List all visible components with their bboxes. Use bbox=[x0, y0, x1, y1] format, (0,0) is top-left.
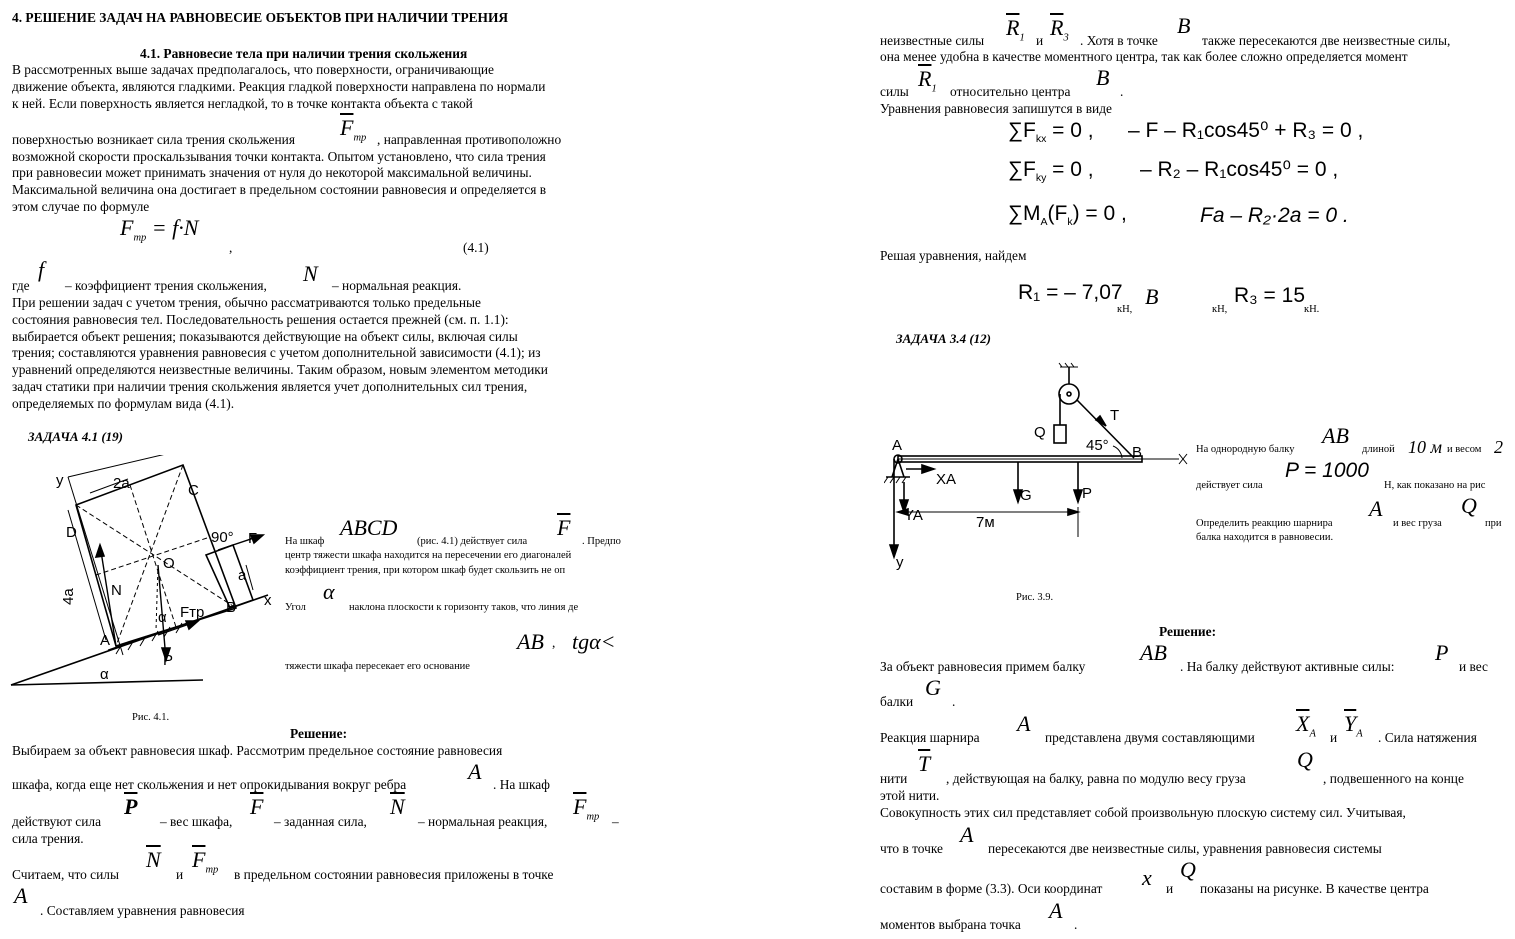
text-line: – bbox=[612, 814, 619, 829]
figure-caption: Рис. 3.9. bbox=[1016, 592, 1054, 603]
friction-formula: $F_{тр} = f\cdot N$ bbox=[120, 215, 199, 244]
result-r1: R₁ = – 7,07 bbox=[1018, 281, 1123, 304]
abcd-symbol: ABCD bbox=[340, 515, 398, 540]
text-line: . bbox=[1074, 917, 1078, 932]
text-line: нити bbox=[880, 771, 908, 786]
fig-label: B bbox=[226, 599, 237, 616]
task-text: На шкаф bbox=[285, 536, 325, 547]
fig-label: 7м bbox=[976, 514, 995, 531]
task-text: коэффициент трения, при котором шкаф будет скользить не оп bbox=[285, 565, 566, 576]
text-line: также пересекаются две неизвестные силы, bbox=[1202, 33, 1451, 48]
a-symbol: A bbox=[14, 883, 28, 908]
text-line: , подвешенного на конце bbox=[1323, 771, 1464, 786]
text-line: движение объекта, являются гладкими. Реакция гладкой поверхности направлена по нормали bbox=[12, 79, 546, 94]
result-b: B bbox=[1145, 284, 1159, 309]
text-line: и bbox=[176, 867, 184, 882]
f-symbol: f bbox=[38, 257, 45, 282]
text-line: этой нити. bbox=[880, 788, 940, 803]
f-vector-symbol: $\overline{F}$ bbox=[250, 794, 264, 819]
a-symbol: A bbox=[1049, 898, 1063, 923]
task-text: Определить реакцию шарнира bbox=[1196, 518, 1333, 529]
solution-heading: Решение: bbox=[290, 726, 348, 741]
n-symbol: N bbox=[303, 261, 318, 286]
text-line: моментов выбрана точка bbox=[880, 917, 1021, 932]
text-line: и bbox=[1330, 730, 1338, 745]
task-text: действует сила bbox=[1196, 480, 1263, 491]
fig-label: y bbox=[56, 472, 64, 489]
formula-number: (4.1) bbox=[463, 240, 489, 255]
a-symbol: A bbox=[960, 822, 974, 847]
text-line: – коэффициент трения скольжения, bbox=[65, 278, 267, 293]
fig-label: 45° bbox=[1086, 437, 1109, 454]
task-title: ЗАДАЧА 4.1 (19) bbox=[28, 429, 124, 444]
text-line: При решении задач с учетом трения, обычно рассматриваются только предельные bbox=[12, 295, 481, 310]
text-line: составим в форме (3.3). Оси координат bbox=[880, 881, 1103, 896]
ab-symbol: AB bbox=[1140, 640, 1167, 665]
task-text: балка находится в равновесии. bbox=[1196, 532, 1334, 543]
g-symbol: G bbox=[925, 675, 941, 700]
alpha-symbol: α bbox=[323, 579, 335, 604]
fig-label: y bbox=[896, 554, 904, 571]
ya-symbol: $\overline{Y}_A$ bbox=[1344, 711, 1363, 740]
fig-label: O bbox=[163, 555, 175, 572]
length-value: 10 м bbox=[1408, 437, 1442, 457]
text-line: – нормальная реакция, bbox=[418, 814, 548, 829]
x-symbol: x bbox=[1142, 865, 1152, 890]
task-text: . Предпо bbox=[582, 536, 621, 547]
a-symbol: A bbox=[1017, 711, 1031, 736]
text-line: балки bbox=[880, 694, 914, 709]
ab-symbol: AB bbox=[517, 629, 544, 654]
fig-label: F bbox=[248, 530, 258, 547]
text-line: – нормальная реакция. bbox=[332, 278, 462, 293]
text-line: сила трения. bbox=[12, 831, 84, 846]
text-line: . На шкаф bbox=[493, 777, 550, 792]
fig-label: Q bbox=[1034, 424, 1046, 441]
text-line: . bbox=[1120, 84, 1124, 99]
text-line: . Составляем уравнения равновесия bbox=[40, 903, 245, 918]
text-line: Выбираем за объект равновесия шкаф. Рассмотрим предельное состояние равновесия bbox=[12, 743, 503, 758]
text-line: . Хотя в точке bbox=[1080, 33, 1158, 48]
weight-value: 2 bbox=[1494, 437, 1503, 457]
text-line: , направленная противоположно bbox=[377, 132, 562, 147]
text-line: В рассмотренных выше задачах предполагалось, что поверхности, ограничивающие bbox=[12, 62, 494, 77]
task-text: и весом bbox=[1447, 444, 1482, 455]
text-line: , действующая на балку, равна по модулю весу груза bbox=[946, 771, 1246, 786]
fig-label: G bbox=[1020, 487, 1032, 504]
text-line: выбирается объект решения; показываются действующие на объект силы, включая силы bbox=[12, 329, 518, 344]
fig-label: x bbox=[264, 592, 272, 609]
unit: кН. bbox=[1304, 304, 1320, 315]
friction-force-symbol: $\overline{F}_{тр}$ bbox=[192, 847, 219, 876]
fig-label: 4a bbox=[60, 588, 77, 605]
text-line: . bbox=[952, 694, 956, 709]
text-line: и bbox=[1166, 881, 1174, 896]
r1-symbol: $\overline{R}_1$ bbox=[918, 66, 937, 95]
text-line: возможной скорости проскальзывания точки контакта. Опытом установлено, что сила трения bbox=[12, 149, 546, 164]
friction-force-symbol: $\overline{F}_{тр}$ bbox=[573, 794, 600, 823]
text-line: трения; составляются уравнения равновесия с учетом дополнительной зависимости (4.1); из bbox=[12, 345, 541, 360]
task-title: ЗАДАЧА 3.4 (12) bbox=[896, 331, 992, 346]
text-line: Совокупность этих сил представляет собой произвольную плоскую систему сил. Учитывая, bbox=[880, 805, 1406, 820]
text-line: поверхностью возникает сила трения скольжения bbox=[12, 132, 295, 147]
p-vector-symbol: $\overline{P}$ bbox=[124, 794, 138, 819]
text-line: определяемых по формулам вида (4.1). bbox=[12, 396, 235, 411]
task-text: (рис. 4.1) действует сила bbox=[417, 536, 528, 547]
unit: кН, bbox=[1212, 304, 1228, 315]
fig-label: YA bbox=[904, 507, 923, 524]
fig-label: T bbox=[1110, 407, 1120, 424]
unit: кН, bbox=[1117, 304, 1133, 315]
equation-sum-fy: $\sum F_{ky} = 0$ , bbox=[1008, 158, 1094, 185]
r1-symbol: $\overline{R}_1$ bbox=[1006, 15, 1025, 44]
formula-comma: , bbox=[229, 240, 233, 255]
text-line: Решая уравнения, найдем bbox=[880, 248, 1027, 263]
ab-symbol: AB bbox=[1322, 423, 1349, 448]
task-text: длиной bbox=[1362, 444, 1395, 455]
text-line: шкафа, когда еще нет скольжения и нет опрокидывания вокруг ребра bbox=[12, 777, 407, 792]
text-line: уравнений определяются неизвестные величины. Таким образом, новым элементом методики bbox=[12, 362, 548, 377]
text-line: силы bbox=[880, 84, 909, 99]
fig-label: XA bbox=[936, 471, 957, 488]
task-text: Н, как показано на рис bbox=[1384, 480, 1486, 491]
section-heading: 4. РЕШЕНИЕ ЗАДАЧ НА РАВНОВЕСИЕ ОБЪЕКТОВ ПРИ НАЛИЧИИ ТРЕНИЯ bbox=[12, 10, 509, 25]
fig-label: P bbox=[1082, 485, 1093, 502]
comma: , bbox=[552, 635, 556, 650]
figure-4-1 bbox=[8, 455, 280, 693]
text-line: что в точке bbox=[880, 841, 943, 856]
friction-force-symbol: $\overline{F}_{тр}$ bbox=[340, 115, 367, 144]
r3-symbol: $\overline{R}_3$ bbox=[1050, 15, 1069, 44]
text-line: она менее удобна в качестве моментного центра, так как более сложно определяется момент bbox=[880, 49, 1408, 64]
p-value: P = 1000 bbox=[1285, 459, 1369, 482]
text-line: неизвестные силы bbox=[880, 33, 985, 48]
task-text: тяжести шкафа пересекает его основание bbox=[285, 661, 470, 672]
b-symbol: B bbox=[1096, 65, 1110, 90]
n-vector-symbol: $\overline{N}$ bbox=[146, 847, 161, 872]
xa-symbol: $\overline{X}_A$ bbox=[1296, 711, 1316, 740]
text-line: представлена двумя составляющими bbox=[1045, 730, 1255, 745]
fig-label: C bbox=[188, 482, 199, 499]
q-symbol: Q bbox=[1297, 747, 1313, 772]
fig-label: N bbox=[111, 582, 122, 599]
task-text: На однородную балку bbox=[1196, 444, 1295, 455]
text-line: Максимальной величина она достигает в предельном состоянии равновесия и определяется в bbox=[12, 182, 547, 197]
text-line: задач статики при наличии трения скольжения является учет дополнительных сил трения, bbox=[12, 379, 528, 394]
b-symbol: B bbox=[1177, 13, 1191, 38]
subsection-heading: 4.1. Равновесие тела при наличии трения скольжения bbox=[140, 46, 468, 61]
equation-sum-fx: $\sum F_{kx} = 0$ , bbox=[1008, 119, 1094, 146]
text-line: где bbox=[12, 278, 30, 293]
text-line: – заданная сила, bbox=[274, 814, 367, 829]
text-line: к ней. Если поверхность является негладкой, то в точке контакта объекта с такой bbox=[12, 96, 473, 111]
text-line: . Сила натяжения bbox=[1378, 730, 1477, 745]
text-line: пересекаются две неизвестные силы, уравнения равновесия системы bbox=[988, 841, 1382, 856]
task-text: центр тяжести шкафа находится на пересечении его диагоналей bbox=[285, 550, 572, 561]
text-line: и bbox=[1036, 33, 1044, 48]
text-line: состояния равновесия тел. Последовательность решения остается прежней (см. п. 1.1): bbox=[12, 312, 509, 327]
task-text: и вес груза bbox=[1393, 518, 1442, 529]
task-text: наклона плоскости к горизонту таков, что линия де bbox=[349, 602, 579, 613]
text-line: . На балку действуют активные силы: bbox=[1180, 659, 1395, 674]
text-line: Уравнения равновесия запишутся в виде bbox=[880, 101, 1112, 116]
equation-fy: – R₂ – R₁cos45⁰ = 0 , bbox=[1140, 158, 1339, 181]
text-line: – вес шкафа, bbox=[160, 814, 233, 829]
equation-fx: – F – R₁cos45⁰ + R₃ = 0 , bbox=[1128, 119, 1364, 142]
figure-3-9 bbox=[884, 362, 1194, 577]
task-text: Угол bbox=[285, 602, 306, 613]
a-symbol: A bbox=[468, 759, 482, 784]
fig-label: A bbox=[892, 437, 903, 454]
solution-heading: Решение: bbox=[1159, 624, 1217, 639]
fig-label: A bbox=[100, 632, 111, 649]
a-symbol: A bbox=[1369, 496, 1383, 521]
fig-label: α bbox=[158, 609, 167, 626]
equation-moment: Fa – R₂·2a = 0 . bbox=[1200, 204, 1349, 227]
result-r3: R₃ = 15 bbox=[1234, 284, 1306, 307]
fig-label: Fтр bbox=[180, 604, 205, 621]
text-line: Считаем, что силы bbox=[12, 867, 119, 882]
task-text: при bbox=[1485, 518, 1502, 529]
fig-label: B bbox=[1132, 444, 1143, 461]
text-line: За объект равновесия примем балку bbox=[880, 659, 1086, 674]
tg-alpha-symbol: tgα< bbox=[572, 629, 616, 654]
text-line: относительно центра bbox=[950, 84, 1071, 99]
fig-label: P bbox=[163, 652, 174, 669]
fig-label: D bbox=[66, 524, 77, 541]
text-line: показаны на рисунке. В качестве центра bbox=[1200, 881, 1429, 896]
fig-label: 2a bbox=[113, 475, 130, 492]
text-line: при равновесии может принимать значения от нуля до некоторой максимальной величины. bbox=[12, 165, 532, 180]
text-line: действуют сила bbox=[12, 814, 102, 829]
text-line: этом случае по формуле bbox=[12, 199, 150, 214]
f-vector-symbol: $\overline{F}$ bbox=[557, 515, 571, 540]
text-line: Реакция шарнира bbox=[880, 730, 980, 745]
figure-caption: Рис. 4.1. bbox=[132, 712, 170, 723]
q-symbol: Q bbox=[1461, 493, 1477, 518]
fig-label: a bbox=[238, 567, 247, 584]
text-line: в предельном состоянии равновесия приложены в точке bbox=[234, 867, 554, 882]
t-vector-symbol: $\overline{T}$ bbox=[918, 751, 931, 776]
q-symbol: Q bbox=[1180, 857, 1196, 882]
fig-label: 90° bbox=[211, 529, 234, 546]
n-vector-symbol: $\overline{N}$ bbox=[390, 794, 405, 819]
equation-sum-moment: $\sum M_A(F_k) = 0$ , bbox=[1008, 202, 1127, 229]
fig-label: α bbox=[100, 666, 109, 683]
text-line: и вес bbox=[1459, 659, 1488, 674]
p-symbol: P bbox=[1435, 640, 1449, 665]
